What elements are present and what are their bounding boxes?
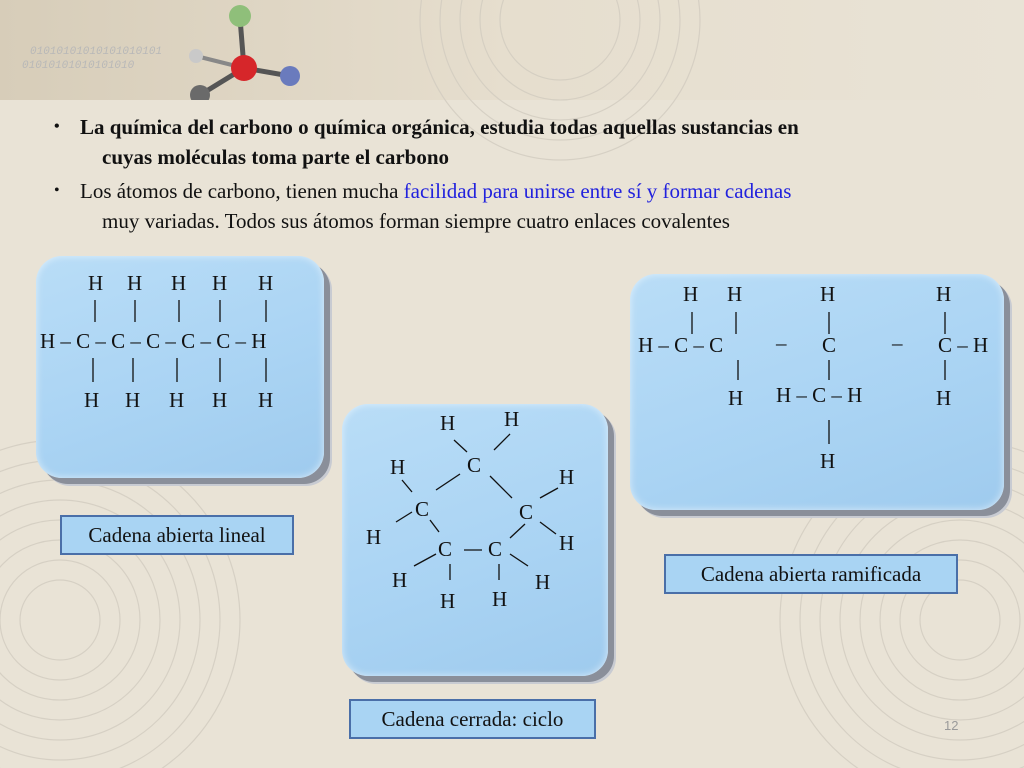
caption-branched: Cadena abierta ramificada [664,554,958,594]
h-atom: H [936,386,952,410]
c-atom: C [488,537,503,561]
cyclic-chain-structure [342,404,608,676]
page-number: 12 [944,718,959,733]
branched-chain-structure [630,274,1004,510]
bullet-dot-icon: • [54,182,60,199]
h-atom: H [125,388,141,412]
binary-text-1: 01010101010101010101 [30,46,163,58]
branched-main-left: H – C – C [638,333,724,357]
bullet-2-highlight: facilidad para unirse entre sí y formar cadenas [403,179,792,203]
h-atom: H [390,455,406,479]
h-atom: H [169,388,185,412]
h-atom: H [88,271,104,295]
branched-main-right: C – H [938,333,989,357]
h-atom: H [440,589,456,613]
bullet-2-line-1: Los átomos de carbono, tienen mucha [80,179,404,203]
bullet-list [52,112,982,240]
h-atom: H [728,386,744,410]
c-atom: C [415,497,430,521]
linear-chain-structure [36,256,324,478]
h-atom: H [258,388,274,412]
bullet-item-1 [52,112,982,172]
h-atom: H [171,271,187,295]
bullet-1-line-1: La química del carbono o química orgánica, estudia todas aquellas sustancias en [80,115,799,139]
h-atom: H [127,271,143,295]
h-atom: H [440,411,456,435]
c-atom: C [438,537,453,561]
h-atom: H [559,465,575,489]
bond-dash: – [892,331,903,355]
atom-blue-icon [280,66,300,86]
c-atom: C [822,333,837,357]
atom-gray-icon [190,85,210,100]
caption-cyclic: Cadena cerrada: ciclo [349,699,596,739]
linear-main-chain: H – C – C – C – C – C – H [40,329,267,353]
c-atom: C [467,453,482,477]
bullet-dot-icon: • [54,118,60,135]
atom-green-icon [229,5,251,27]
cyclic-chain-card [342,404,608,676]
h-atom: H [492,587,508,611]
branched-branch: H – C – H [776,383,863,407]
molecule-logo [0,0,1024,100]
c-atom: C [519,500,534,524]
branched-chain-card [630,274,1004,510]
bond-dash: – [776,331,787,355]
bullet-item-2 [52,176,982,236]
h-atom: H [820,282,836,306]
bullet-2-line-2: muy variadas. Todos sus átomos forman siempre cuatro enlaces covalentes [102,209,730,233]
h-atom: H [366,525,382,549]
h-atom: H [727,282,743,306]
binary-text-2: 01010101010101010 [22,60,135,72]
bullet-1-line-2: cuyas moléculas toma parte el carbono [102,145,450,169]
h-atom: H [683,282,699,306]
atom-red-icon [231,55,257,81]
h-atom: H [84,388,100,412]
h-atom: H [820,449,836,473]
h-atom: H [504,407,520,431]
h-atom: H [392,568,408,592]
h-atom: H [936,282,952,306]
linear-chain-card [36,256,324,478]
caption-linear: Cadena abierta lineal [60,515,294,555]
h-atom: H [212,388,228,412]
h-atom: H [212,271,228,295]
h-atom: H [559,531,575,555]
atom-white-icon [189,49,203,63]
h-atom: H [258,271,274,295]
h-atom: H [535,570,551,594]
